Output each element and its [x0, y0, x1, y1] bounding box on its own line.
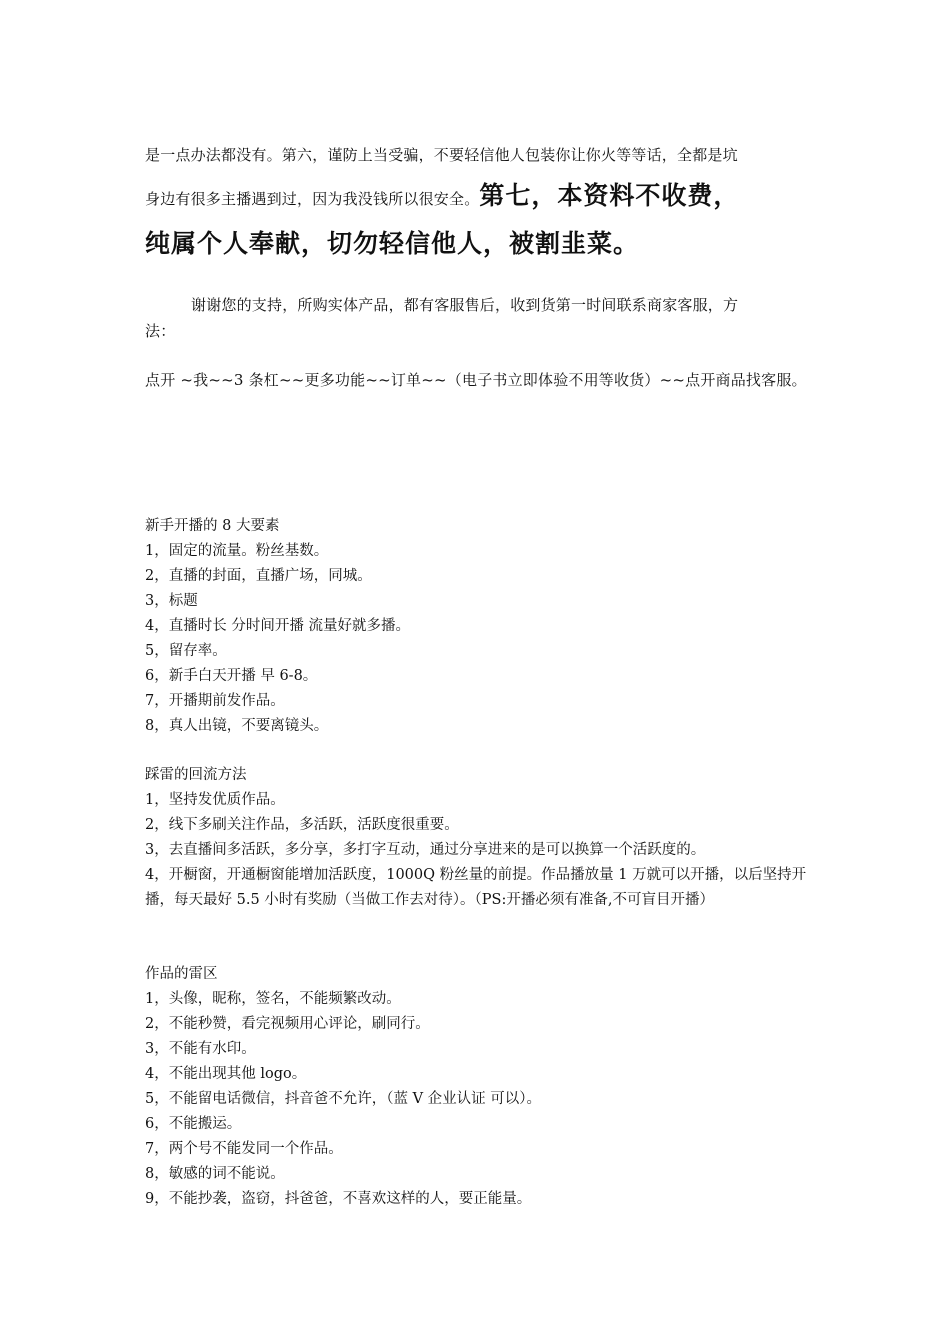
list-item: 1，固定的流量。粉丝基数。	[145, 543, 329, 559]
intro-emphasis-1: 第七，本资料不收费，	[479, 181, 740, 210]
list-item: 4，直播时长 分时间开播 流量好就多播。	[145, 618, 410, 634]
list-item: 6，不能搬运。	[145, 1116, 242, 1132]
thanks-line-1: 谢谢您的支持，所购实体产品，都有客服售后，收到货第一时间联系商家客服，方	[191, 296, 739, 314]
list-item: 8，敏感的词不能说。	[145, 1166, 285, 1182]
list-item: 3，去直播间多活跃，多分享，多打字互动，通过分享进来的是可以换算一个活跃度的。	[145, 842, 706, 858]
list-item: 3，不能有水印。	[145, 1041, 256, 1057]
section-traffic-recovery	[145, 763, 810, 913]
list-item: 5，留存率。	[145, 643, 227, 659]
list-item: 5，不能留电话微信，抖音爸不允许，（蓝 V 企业认证 可以）。	[145, 1091, 542, 1107]
list-item: 2，不能秒赞，看完视频用心评论，刷同行。	[145, 1016, 430, 1032]
intro-emphasis-2: 纯属个人奉献，切勿轻信他人，被割韭菜。	[145, 229, 640, 258]
list-item: 1，坚持发优质作品。	[145, 792, 285, 808]
list-item: 4，不能出现其他 logo。	[145, 1066, 307, 1082]
intro-line-2	[145, 176, 739, 219]
list-item: 2，线下多刷关注作品，多活跃，活跃度很重要。	[145, 817, 459, 833]
list-item: 9，不能抄袭，盗窃，抖爸爸，不喜欢这样的人，要正能量。	[145, 1191, 532, 1207]
section-newbie-factors	[145, 514, 810, 739]
section-title: 新手开播的 8 大要素	[145, 518, 280, 534]
list-item: 2，直播的封面，直播广场，同城。	[145, 568, 372, 584]
list-item: 7，开播期前发作品。	[145, 693, 285, 709]
thanks-line-2: 法：	[145, 322, 176, 340]
section-title: 作品的雷区	[145, 966, 218, 982]
list-item: 3，标题	[145, 593, 198, 609]
intro-line-1: 是一点办法都没有。第六，谨防上当受骗，不要轻信他人包装你让你火等等话，全都是坑	[145, 146, 738, 164]
customer-service-instructions: 点开 ~我~~3 条杠~~更多功能~~订单~~（电子书立即体验不用等收货）~~点开商品找客服。	[145, 371, 807, 389]
list-item: 7，两个号不能发同一个作品。	[145, 1141, 343, 1157]
section-title: 踩雷的回流方法	[145, 767, 247, 783]
section-content-pitfalls	[145, 962, 810, 1212]
list-item: 4，开橱窗，开通橱窗能增加活跃度，1000Q 粉丝量的前提。作品播放量 1 万就可以开播，以后坚持开播，每天最好 5.5 小时有奖励（当做工作去对待）。（PS:开播必须有准备,不可盲目开播）	[145, 867, 807, 908]
list-item: 1，头像，昵称，签名，不能频繁改动。	[145, 991, 401, 1007]
list-item: 6，新手白天开播 早 6-8。	[145, 668, 318, 684]
intro-line-2-text: 身边有很多主播遇到过，因为我没钱所以很安全。	[145, 190, 480, 208]
list-item: 8，真人出镜，不要离镜头。	[145, 718, 329, 734]
